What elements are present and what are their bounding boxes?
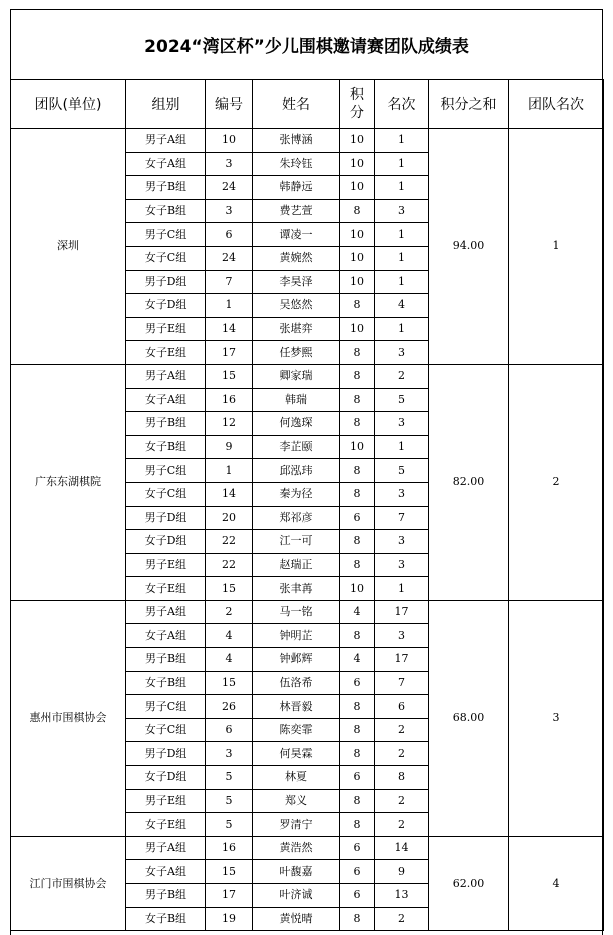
group-cell: 男子C组 [126,459,206,483]
group-cell: 女子A组 [126,860,206,884]
rank-cell: 17 [375,648,429,672]
table-row [11,364,604,388]
number-cell: 6 [206,223,253,247]
player-name-cell: 郑祁彦 [253,506,340,530]
header-points [340,80,375,129]
group-cell: 女子A组 [126,388,206,412]
group-cell: 女子C组 [126,482,206,506]
player-name-cell: 任梦熙 [253,341,340,365]
rank-cell: 5 [375,388,429,412]
points-cell: 8 [340,364,375,388]
rank-cell: 2 [375,789,429,813]
rank-cell: 3 [375,553,429,577]
group-cell: 女子E组 [126,341,206,365]
number-cell: 10 [206,129,253,153]
points-cell: 10 [340,176,375,200]
table-row [11,836,604,860]
rank-cell: 1 [375,577,429,601]
number-cell: 20 [206,506,253,530]
number-cell: 19 [206,907,253,931]
group-cell: 女子D组 [126,530,206,554]
rank-cell: 2 [375,813,429,837]
team-rank-cell: 4 [509,836,604,930]
header-team: 团队(单位) [11,80,126,129]
group-cell: 女子B组 [126,435,206,459]
group-cell: 女子B组 [126,671,206,695]
player-name-cell: 邱泓玮 [253,459,340,483]
header-group: 组别 [126,80,206,129]
group-cell: 女子E组 [126,813,206,837]
player-name-cell: 何昊霖 [253,742,340,766]
team-name-cell: 广东东湖棋院 [11,364,126,600]
group-cell: 男子B组 [126,412,206,436]
team-total-cell: 68.00 [429,600,509,836]
player-name-cell: 张博涵 [253,129,340,153]
points-cell: 8 [340,388,375,412]
number-cell: 17 [206,884,253,908]
group-cell: 男子B组 [126,884,206,908]
rank-cell: 3 [375,530,429,554]
group-cell: 女子C组 [126,718,206,742]
group-cell: 女子A组 [126,152,206,176]
team-total-cell: 94.00 [429,129,509,365]
number-cell: 2 [206,600,253,624]
number-cell: 22 [206,553,253,577]
header-team-rank: 团队名次 [509,80,604,129]
player-name-cell: 谭凌一 [253,223,340,247]
team-total-cell: 62.00 [429,836,509,930]
player-name-cell: 林晋毅 [253,695,340,719]
team-name-cell: 江门市围棋协会 [11,836,126,930]
player-name-cell: 费艺萱 [253,199,340,223]
number-cell: 24 [206,246,253,270]
player-name-cell: 江一可 [253,530,340,554]
number-cell: 14 [206,317,253,341]
rank-cell: 3 [375,341,429,365]
rank-cell: 5 [375,459,429,483]
group-cell: 女子B组 [126,199,206,223]
points-cell: 8 [340,718,375,742]
team-rank-cell: 3 [509,600,604,836]
number-cell: 15 [206,860,253,884]
number-cell: 16 [206,836,253,860]
rank-cell: 1 [375,435,429,459]
points-cell: 8 [340,412,375,436]
rank-cell: 2 [375,907,429,931]
points-cell: 6 [340,671,375,695]
player-name-cell: 韩静远 [253,176,340,200]
number-cell: 3 [206,152,253,176]
group-cell: 女子D组 [126,294,206,318]
number-cell: 15 [206,577,253,601]
rank-cell: 9 [375,860,429,884]
points-cell: 10 [340,129,375,153]
rank-cell: 1 [375,317,429,341]
team-rank-cell: 2 [509,364,604,600]
player-name-cell: 朱玲钰 [253,152,340,176]
points-cell: 8 [340,742,375,766]
group-cell: 女子B组 [126,907,206,931]
number-cell: 6 [206,718,253,742]
number-cell: 1 [206,294,253,318]
player-name-cell: 黄婉然 [253,246,340,270]
header-name: 姓名 [253,80,340,129]
points-cell: 8 [340,199,375,223]
player-name-cell: 黄悦晴 [253,907,340,931]
points-cell: 6 [340,860,375,884]
number-cell: 3 [206,742,253,766]
rank-cell: 2 [375,718,429,742]
number-cell: 1 [206,459,253,483]
player-name-cell: 卿家瑞 [253,364,340,388]
number-cell: 5 [206,813,253,837]
rank-cell: 7 [375,506,429,530]
points-cell: 6 [340,836,375,860]
rank-cell: 1 [375,223,429,247]
player-name-cell: 郑义 [253,789,340,813]
team-total-cell: 82.00 [429,364,509,600]
group-cell: 女子E组 [126,577,206,601]
player-name-cell: 伍洛希 [253,671,340,695]
group-cell: 男子D组 [126,506,206,530]
page-title: 2024“湾区杯”少儿围棋邀请赛团队成绩表 [11,10,602,80]
number-cell: 16 [206,388,253,412]
group-cell: 男子C组 [126,223,206,247]
group-cell: 男子C组 [126,695,206,719]
group-cell: 男子A组 [126,129,206,153]
player-name-cell: 钟明芷 [253,624,340,648]
table-row [11,129,604,153]
results-table [10,79,604,931]
header-rank: 名次 [375,80,429,129]
number-cell: 17 [206,341,253,365]
number-cell: 15 [206,364,253,388]
points-cell: 10 [340,317,375,341]
player-name-cell: 张堪弈 [253,317,340,341]
group-cell: 男子B组 [126,648,206,672]
results-sheet [10,9,603,935]
points-cell: 8 [340,907,375,931]
number-cell: 9 [206,435,253,459]
number-cell: 22 [206,530,253,554]
group-cell: 男子D组 [126,270,206,294]
player-name-cell: 叶馥嘉 [253,860,340,884]
points-cell: 8 [340,459,375,483]
player-name-cell: 罗清宁 [253,813,340,837]
rank-cell: 3 [375,412,429,436]
rank-cell: 1 [375,176,429,200]
number-cell: 4 [206,648,253,672]
points-cell: 8 [340,813,375,837]
points-cell: 10 [340,246,375,270]
number-cell: 14 [206,482,253,506]
points-cell: 8 [340,789,375,813]
rank-cell: 1 [375,270,429,294]
player-name-cell: 钟邺辉 [253,648,340,672]
points-cell: 8 [340,553,375,577]
group-cell: 男子E组 [126,317,206,341]
player-name-cell: 李芷颐 [253,435,340,459]
rank-cell: 7 [375,671,429,695]
group-cell: 男子A组 [126,836,206,860]
group-cell: 男子A组 [126,600,206,624]
points-cell: 6 [340,766,375,790]
player-name-cell: 吴悠然 [253,294,340,318]
rank-cell: 17 [375,600,429,624]
points-cell: 10 [340,270,375,294]
number-cell: 26 [206,695,253,719]
rank-cell: 3 [375,624,429,648]
points-cell: 4 [340,648,375,672]
player-name-cell: 马一铭 [253,600,340,624]
rank-cell: 1 [375,246,429,270]
group-cell: 男子E组 [126,553,206,577]
number-cell: 5 [206,789,253,813]
points-cell: 8 [340,482,375,506]
group-cell: 女子C组 [126,246,206,270]
header-number: 编号 [206,80,253,129]
number-cell: 7 [206,270,253,294]
rank-cell: 8 [375,766,429,790]
points-cell: 10 [340,223,375,247]
number-cell: 15 [206,671,253,695]
rank-cell: 6 [375,695,429,719]
points-cell: 6 [340,506,375,530]
player-name-cell: 秦为径 [253,482,340,506]
group-cell: 男子D组 [126,742,206,766]
player-name-cell: 林夏 [253,766,340,790]
number-cell: 24 [206,176,253,200]
points-cell: 10 [340,152,375,176]
header-points-line2: 分 [350,105,364,121]
points-cell: 8 [340,624,375,648]
player-name-cell: 李昊泽 [253,270,340,294]
number-cell: 3 [206,199,253,223]
rank-cell: 13 [375,884,429,908]
rank-cell: 2 [375,364,429,388]
points-cell: 8 [340,530,375,554]
group-cell: 女子A组 [126,624,206,648]
player-name-cell: 黄浩然 [253,836,340,860]
points-cell: 8 [340,695,375,719]
player-name-cell: 陈奕霏 [253,718,340,742]
points-cell: 8 [340,341,375,365]
team-name-cell: 深圳 [11,129,126,365]
points-cell: 10 [340,577,375,601]
team-name-cell: 惠州市围棋协会 [11,600,126,836]
number-cell: 12 [206,412,253,436]
team-rank-cell: 1 [509,129,604,365]
player-name-cell: 韩瑞 [253,388,340,412]
header-total: 积分之和 [429,80,509,129]
group-cell: 男子A组 [126,364,206,388]
rank-cell: 3 [375,199,429,223]
number-cell: 4 [206,624,253,648]
rank-cell: 3 [375,482,429,506]
results-body [11,129,604,931]
player-name-cell: 赵瑞正 [253,553,340,577]
points-cell: 6 [340,884,375,908]
header-row [11,80,604,129]
player-name-cell: 张聿苒 [253,577,340,601]
player-name-cell: 何逸琛 [253,412,340,436]
table-row [11,600,604,624]
group-cell: 女子D组 [126,766,206,790]
group-cell: 男子E组 [126,789,206,813]
points-cell: 10 [340,435,375,459]
header-points-line1: 积 [350,87,364,103]
points-cell: 8 [340,294,375,318]
rank-cell: 4 [375,294,429,318]
rank-cell: 2 [375,742,429,766]
group-cell: 男子B组 [126,176,206,200]
player-name-cell: 叶济诚 [253,884,340,908]
rank-cell: 1 [375,152,429,176]
rank-cell: 1 [375,129,429,153]
points-cell: 4 [340,600,375,624]
rank-cell: 14 [375,836,429,860]
number-cell: 5 [206,766,253,790]
